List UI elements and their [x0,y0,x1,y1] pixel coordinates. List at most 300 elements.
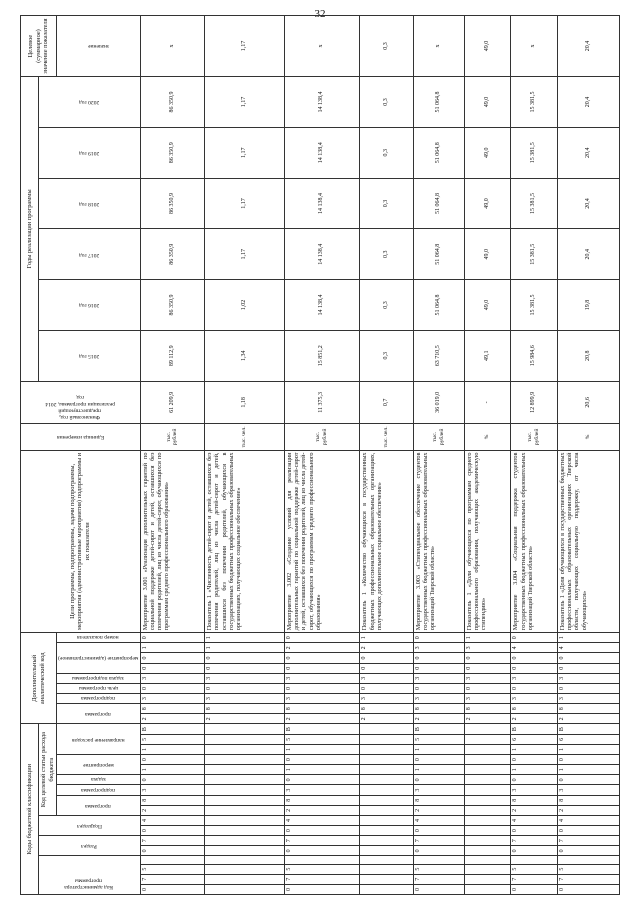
row-year-value: 1,17 [204,178,284,229]
code-digit [464,734,511,744]
row-year-value: 15 851,2 [284,330,359,381]
header-kcsr-subprogram: подпрограмма [57,785,140,795]
code-digit: 0 [511,683,558,693]
code-digit: 6 [511,734,558,744]
row-year-value: 86 350,9 [140,280,204,331]
row-year-value: 49,0 [464,127,511,178]
code-digit: В [140,724,204,734]
code-digit [464,755,511,765]
code-digit: 8 [360,704,413,714]
code-digit: 3 [413,643,464,653]
header-dak-program: программа [57,704,140,724]
code-digit: 8 [284,795,359,805]
row-unit: тыс. рублей [511,424,558,450]
header-years-group: Годы реализации программы [21,77,39,381]
row-year-value: 14 138,4 [284,178,359,229]
row-year-value: 14 138,4 [284,77,359,128]
code-digit: 0 [557,826,619,836]
code-digit [204,775,284,785]
code-digit [360,864,413,874]
code-digit [204,785,284,795]
row-year-value: 15 381,5 [511,280,558,331]
code-digit [284,856,359,864]
code-digit: 3 [413,785,464,795]
row-year-value: 63 710,5 [413,330,464,381]
table-row [140,16,204,895]
code-digit [464,744,511,754]
code-digit: 0 [360,663,413,673]
row-description: Показатель 1 «Доля обучающихся по программам среднего профессионального образования, получающих академическую стипендию» [464,450,511,633]
row-year-value: 49,0 [464,280,511,331]
row-unit: тыс. чел. [204,424,284,450]
code-digit: 7 [140,836,204,846]
table-row [511,16,558,895]
code-digit: 8 [511,704,558,714]
code-digit: 2 [511,714,558,724]
row-year-value: 0,3 [360,280,413,331]
code-digit: 0 [557,884,619,894]
row-year-value: 1,34 [204,330,284,381]
code-digit: 5 [284,864,359,874]
row-year-value: 51 064,8 [413,229,464,280]
row-base-value: 0,7 [360,381,413,424]
code-digit: 3 [284,785,359,795]
code-digit: В [511,724,558,734]
code-digit: 0 [511,775,558,785]
row-target-value: 1,17 [204,16,284,77]
code-digit [204,826,284,836]
code-digit: 8 [464,704,511,714]
code-digit: 0 [413,846,464,856]
code-digit: 2 [360,643,413,653]
code-digit [464,765,511,775]
row-year-value: 14 138,4 [284,127,359,178]
code-digit: 7 [511,874,558,884]
code-digit: 0 [284,663,359,673]
table-row [413,16,464,895]
code-digit: 5 [140,864,204,874]
row-year-value: 1,02 [204,280,284,331]
code-digit [360,836,413,846]
code-digit: 0 [140,775,204,785]
code-digit: 0 [140,653,204,663]
header-razdel: Раздел [39,836,141,856]
code-digit: 0 [511,663,558,673]
code-digit [360,734,413,744]
code-digit: 0 [140,683,204,693]
code-digit [204,734,284,744]
code-digit: 0 [511,846,558,856]
code-digit: 3 [511,694,558,704]
code-digit [360,755,413,765]
code-digit: 5 [413,864,464,874]
code-digit [204,856,284,864]
code-digit: 1 [284,765,359,775]
code-digit: 0 [413,884,464,894]
header-year-2016: 2016 год [39,280,141,331]
code-digit: 3 [140,673,204,683]
code-digit: 5 [140,734,204,744]
code-digit: 2 [413,805,464,815]
code-digit [360,795,413,805]
row-target-value: 49,0 [464,16,511,77]
code-digit: 0 [557,683,619,693]
code-digit [464,775,511,785]
code-digit: 0 [140,633,204,643]
code-digit [464,856,511,864]
code-digit: 3 [140,785,204,795]
row-year-value: 15 381,5 [511,127,558,178]
row-year-value: 0,3 [360,229,413,280]
code-digit: 0 [140,826,204,836]
code-digit: 7 [511,836,558,846]
code-digit: 0 [464,653,511,663]
code-digit [511,856,558,864]
row-year-value: 1,17 [204,127,284,178]
row-target-value: х [511,16,558,77]
code-digit: 5 [413,734,464,744]
code-digit: 7 [284,836,359,846]
row-year-value: 51 064,8 [413,127,464,178]
code-digit: 8 [140,795,204,805]
header-dak: Дополнительный аналитический код [21,633,57,724]
header-year-2019: 2019 год [39,127,141,178]
code-digit: 8 [557,704,619,714]
code-digit [204,846,284,856]
table-row [360,16,413,895]
row-year-value: 51 064,8 [413,178,464,229]
code-digit: 0 [284,653,359,663]
row-base-value: 11 375,3 [284,381,359,424]
code-digit: 1 [204,643,284,653]
code-digit: 2 [284,714,359,724]
code-digit: 2 [140,805,204,815]
row-year-value: 0,3 [360,77,413,128]
code-digit [464,815,511,825]
code-digit: 8 [413,704,464,714]
row-year-value: 20,8 [557,330,619,381]
code-digit: В [413,724,464,734]
code-digit: 3 [511,785,558,795]
code-digit: 3 [284,694,359,704]
code-digit: 2 [557,805,619,815]
code-digit [360,805,413,815]
header-kbk: Коды бюджетной классификации [21,724,39,895]
row-year-value: 86 350,9 [140,127,204,178]
code-digit [360,874,413,884]
code-digit: 0 [511,633,558,643]
code-digit: 0 [557,775,619,785]
code-digit: 7 [413,836,464,846]
code-digit [204,815,284,825]
code-digit [464,724,511,734]
code-digit [360,856,413,864]
header-dak-event: мероприятие (административное) [57,643,140,673]
row-base-value: 12 899,9 [511,381,558,424]
code-digit: 3 [360,673,413,683]
code-digit: 0 [511,884,558,894]
code-digit: 0 [204,663,284,673]
row-base-value: 36 019,0 [413,381,464,424]
table-row [557,16,619,895]
code-digit: 8 [140,704,204,714]
code-digit [464,846,511,856]
row-base-value: - [464,381,511,424]
row-description: Мероприятие 3.002 «Создание условий для реализации дополнительных гарантий по социальной поддержке детей-сирот и детей, оставшихся без попечения родителей, лиц из числа детей-сирот, обучающихся по программам среднего профессионального образования» [284,450,359,633]
row-description: Показатель 1 «Количество обучающихся в государственных бюджетных профессиональных образовательных организациях, получающих дополнительное социальное обеспечение» [360,450,413,633]
row-description: Мероприятие 3.003 «Стипендиальное обеспечение студентов государственных бюджетных профессиональных образовательных организаций Тверской области» [413,450,464,633]
header-target: Целевое (суммарное) значение показателя [21,16,57,77]
code-digit: 2 [511,805,558,815]
code-digit: 0 [140,846,204,856]
row-year-value: 86 350,9 [140,178,204,229]
code-digit: 3 [140,694,204,704]
row-target-value: х [140,16,204,77]
code-digit: 4 [511,815,558,825]
code-digit: 3 [413,673,464,683]
code-digit: 3 [204,694,284,704]
code-digit: 0 [284,683,359,693]
code-digit: 4 [140,815,204,825]
header-kcsr-program: программа [57,795,140,815]
row-description: Показатель 1 «Доля обучающихся в государственных бюджетных профессиональных образовательных организациях Тверской области, получающих социальную поддержку, от числа обучающихся» [557,450,619,633]
code-digit: 7 [557,836,619,846]
row-unit: % [557,424,619,450]
row-year-value: 0,3 [360,178,413,229]
code-digit: 1 [557,744,619,754]
code-digit: 0 [284,775,359,785]
header-dak-indicator: номер показателя [57,633,140,643]
row-year-value: 86 350,9 [140,77,204,128]
header-fin-year: Финансовый год, предшествующий реализации программы, 2014 год [21,381,141,424]
code-digit: 1 [360,633,413,643]
code-digit: 7 [140,874,204,884]
code-digit: 7 [284,874,359,884]
rotated-table-container [20,15,620,895]
code-digit: 2 [284,643,359,653]
code-digit: 0 [284,846,359,856]
code-digit: 0 [413,755,464,765]
code-digit [204,724,284,734]
code-digit: 0 [140,663,204,673]
row-year-value: 51 064,8 [413,280,464,331]
code-digit: 1 [140,643,204,653]
code-digit: 0 [413,826,464,836]
code-digit: 0 [284,884,359,894]
code-digit: 0 [557,846,619,856]
row-target-value: х [413,16,464,77]
code-digit: 1 [557,633,619,643]
header-podrazdel: Подраздел [39,815,141,835]
code-digit: 0 [511,826,558,836]
row-year-value: 49,1 [464,330,511,381]
row-year-value: 19,8 [557,280,619,331]
header-dak-subprogram: подпрограмма [57,694,140,704]
code-digit: 1 [140,765,204,775]
row-year-value: 1,17 [204,229,284,280]
code-digit: 6 [557,734,619,744]
header-kcsr-direction: направление расходов [57,724,140,755]
code-digit: 0 [511,653,558,663]
code-digit: 4 [413,815,464,825]
code-digit: 0 [557,755,619,765]
row-base-value: 1,18 [204,381,284,424]
code-digit: 3 [557,785,619,795]
header-kcsr-event: мероприятие [57,755,140,775]
code-digit: 2 [360,714,413,724]
code-digit: 8 [557,795,619,805]
row-year-value: 49,0 [464,229,511,280]
code-digit: 8 [284,704,359,714]
row-unit: тыс. чел. [360,424,413,450]
code-digit: 8 [511,795,558,805]
header-year-2017: 2017 год [39,229,141,280]
code-digit: 0 [204,683,284,693]
code-digit [140,856,204,864]
code-digit: 1 [140,744,204,754]
code-digit: 0 [413,653,464,663]
code-digit: 4 [557,815,619,825]
code-digit: 3 [464,643,511,653]
code-digit [204,836,284,846]
code-digit: 1 [413,744,464,754]
code-digit [360,884,413,894]
table-row [284,16,359,895]
code-digit [204,884,284,894]
code-digit [204,874,284,884]
header-unit: Единица измерения [21,424,141,450]
code-digit: 4 [557,643,619,653]
code-digit [204,755,284,765]
code-digit: 8 [204,704,284,714]
code-digit [204,744,284,754]
row-year-value: 20,4 [557,77,619,128]
code-digit: 0 [464,663,511,673]
code-digit [204,765,284,775]
code-digit [557,856,619,864]
code-digit [204,805,284,815]
code-digit: 3 [284,673,359,683]
code-digit: 0 [360,683,413,693]
row-year-value: 14 138,4 [284,280,359,331]
code-digit: 5 [511,864,558,874]
row-year-value: 15 381,5 [511,77,558,128]
row-year-value: 15 381,5 [511,229,558,280]
row-year-value: 0,3 [360,127,413,178]
header-kcsr: Код целевой статьи расхода бюджета [39,724,57,815]
row-unit: тыс. рублей [413,424,464,450]
code-digit: 0 [557,653,619,663]
code-digit [413,856,464,864]
row-year-value: 49,0 [464,77,511,128]
code-digit [464,884,511,894]
code-digit [464,826,511,836]
code-digit: 3 [464,673,511,683]
code-digit: 1 [413,765,464,775]
code-digit [464,805,511,815]
code-digit: 0 [464,683,511,693]
code-digit [360,724,413,734]
header-admin-code: Код администратора программы [39,856,141,895]
code-digit: 0 [284,826,359,836]
code-digit: 1 [204,633,284,643]
code-digit: 1 [284,744,359,754]
row-year-value: 89 112,9 [140,330,204,381]
header-target-value: значение [57,16,140,77]
row-year-value: 14 138,4 [284,229,359,280]
code-digit: 4 [284,815,359,825]
code-digit: 1 [557,765,619,775]
code-digit: 0 [204,653,284,663]
row-description: Показатель 1 «Численность детей-сирот и детей, оставшихся без попечения родителей, лиц из числа детей-сирот и детей, оставшихся без попечения родителей, обучающихся в государственных бюджетных профессиональных образовательных организациях, получающих социальное обеспечение» [204,450,284,633]
code-digit: 1 [511,765,558,775]
row-year-value: 1,17 [204,77,284,128]
code-digit: 2 [140,714,204,724]
table-body [140,16,619,895]
program-table [20,15,620,895]
code-digit: 3 [360,694,413,704]
code-digit: 0 [511,755,558,765]
row-year-value: 86 350,9 [140,229,204,280]
row-base-value: 61 209,9 [140,381,204,424]
header-kcsr-task: задача [57,775,140,785]
row-unit: тыс. рублей [284,424,359,450]
row-year-value: 0,3 [360,330,413,381]
code-digit: 7 [413,874,464,884]
code-digit [204,864,284,874]
code-digit: В [557,724,619,734]
code-digit [360,815,413,825]
code-digit [360,744,413,754]
code-digit: 2 [413,714,464,724]
code-digit [360,785,413,795]
code-digit: 3 [204,673,284,683]
row-year-value: 51 064,8 [413,77,464,128]
code-digit: 3 [557,694,619,704]
row-year-value: 49,0 [464,178,511,229]
code-digit: 7 [557,874,619,884]
header-year-2015: 2015 год [39,330,141,381]
row-description: Мероприятие 3.001 «Реализация дополнительных гарантий по социальной поддержке детей-сирот и детей, оставшихся без попечения родителей, лиц из числа детей-сирот, обучающихся по программам среднего профессионального образования» [140,450,204,633]
code-digit: 0 [413,775,464,785]
code-digit [204,795,284,805]
row-year-value: 20,4 [557,178,619,229]
header-year-2018: 2018 год [39,178,141,229]
code-digit: 3 [557,673,619,683]
code-digit: В [284,724,359,734]
code-digit: 5 [557,864,619,874]
code-digit: 2 [464,714,511,724]
row-year-value: 20,4 [557,127,619,178]
row-description: Мероприятие 3.004 «Социальная поддержка студентов государственных бюджетных профессиональных образовательных организаций Тверской области» [511,450,558,633]
row-year-value: 15 984,6 [511,330,558,381]
row-year-value: 15 381,5 [511,178,558,229]
code-digit: 0 [140,884,204,894]
code-digit [360,846,413,856]
code-digit [464,874,511,884]
code-digit: 3 [413,694,464,704]
code-digit: 0 [413,663,464,673]
table-header [21,16,141,895]
code-digit: 0 [284,755,359,765]
code-digit: 0 [140,755,204,765]
row-year-value: 20,4 [557,229,619,280]
row-unit: тыс. рублей [140,424,204,450]
code-digit [360,765,413,775]
code-digit: 2 [284,805,359,815]
code-digit: 5 [284,734,359,744]
code-digit [464,836,511,846]
